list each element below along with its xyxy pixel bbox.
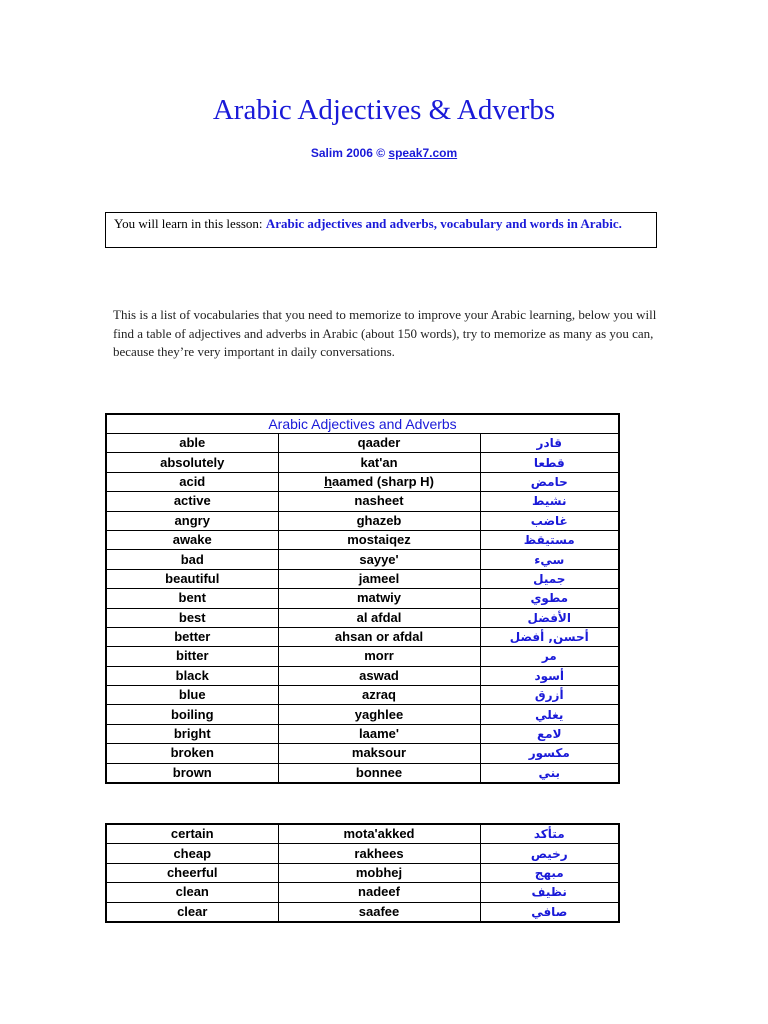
arabic-word: أحسن, أفضل xyxy=(480,627,619,646)
table-row xyxy=(106,472,619,491)
table-row xyxy=(106,844,619,863)
transliteration: aswad xyxy=(278,666,480,685)
table-row xyxy=(106,453,619,472)
english-word: clean xyxy=(106,883,278,902)
arabic-word: لامع xyxy=(480,724,619,743)
table-row xyxy=(106,550,619,569)
arabic-word: نشيط xyxy=(480,492,619,511)
arabic-word: قادر xyxy=(480,434,619,453)
english-word: cheerful xyxy=(106,863,278,882)
english-word: bright xyxy=(106,724,278,743)
transliteration: saafee xyxy=(278,902,480,922)
arabic-word: مطوي xyxy=(480,589,619,608)
byline xyxy=(0,146,768,160)
transliteration: matwiy xyxy=(278,589,480,608)
intro-paragraph: This is a list of vocabularies that you need to memorize to improve your Arabic learning, below you will find a table of adjectives and adverbs in Arabic (about 150 words), try to memorize as many as you can, because they’re very important in daily conversations. xyxy=(113,307,657,359)
english-word: bent xyxy=(106,589,278,608)
arabic-word: أزرق xyxy=(480,686,619,705)
table-row xyxy=(106,492,619,511)
transliteration: mobhej xyxy=(278,863,480,882)
english-word: angry xyxy=(106,511,278,530)
english-word: bitter xyxy=(106,647,278,666)
table-row xyxy=(106,627,619,646)
table-row xyxy=(106,763,619,783)
table-row xyxy=(106,686,619,705)
transliteration: kat'an xyxy=(278,453,480,472)
table-row xyxy=(106,511,619,530)
transliteration-mark: h xyxy=(324,473,333,489)
vocab-table-1 xyxy=(105,413,620,784)
table-row xyxy=(106,666,619,685)
transliteration: yaghlee xyxy=(278,705,480,724)
vocab-table-2 xyxy=(105,823,620,923)
transliteration-rest: aamed (sharp H) xyxy=(332,473,434,489)
transliteration: al afdal xyxy=(278,608,480,627)
arabic-word: الأفضل xyxy=(480,608,619,627)
transliteration: azraq xyxy=(278,686,480,705)
transliteration: rakhees xyxy=(278,844,480,863)
transliteration: mota'akked xyxy=(278,824,480,844)
arabic-word: مر xyxy=(480,647,619,666)
arabic-word: غاضب xyxy=(480,511,619,530)
english-word: boiling xyxy=(106,705,278,724)
lesson-topic: Arabic adjectives and adverbs, vocabulary and words in Arabic. xyxy=(265,216,622,231)
arabic-word: سيء xyxy=(480,550,619,569)
transliteration xyxy=(278,472,480,491)
english-word: absolutely xyxy=(106,453,278,472)
arabic-word: قطعا xyxy=(480,453,619,472)
table-row xyxy=(106,705,619,724)
arabic-word: مستيقظ xyxy=(480,530,619,549)
table-row xyxy=(106,824,619,844)
transliteration: morr xyxy=(278,647,480,666)
byline-link[interactable]: speak7.com xyxy=(388,146,458,160)
table-row xyxy=(106,589,619,608)
transliteration: qaader xyxy=(278,434,480,453)
lesson-summary-box xyxy=(105,212,657,248)
english-word: clear xyxy=(106,902,278,922)
table-row xyxy=(106,724,619,743)
english-word: awake xyxy=(106,530,278,549)
english-word: black xyxy=(106,666,278,685)
english-word: better xyxy=(106,627,278,646)
table-row xyxy=(106,883,619,902)
english-word: broken xyxy=(106,744,278,763)
byline-author: Salim 2006 © xyxy=(310,146,389,160)
transliteration: sayye' xyxy=(278,550,480,569)
arabic-word: صافي xyxy=(480,902,619,922)
transliteration: maksour xyxy=(278,744,480,763)
english-word: bad xyxy=(106,550,278,569)
arabic-word: بني xyxy=(480,763,619,783)
table-header: Arabic Adjectives and Adverbs xyxy=(106,414,619,434)
arabic-word: يغلي xyxy=(480,705,619,724)
english-word: acid xyxy=(106,472,278,491)
arabic-word: رخيص xyxy=(480,844,619,863)
english-word: able xyxy=(106,434,278,453)
arabic-word: مكسور xyxy=(480,744,619,763)
table-row xyxy=(106,569,619,588)
transliteration: ghazeb xyxy=(278,511,480,530)
arabic-word: جميل xyxy=(480,569,619,588)
page-title: Arabic Adjectives & Adverbs xyxy=(212,94,556,126)
arabic-word: نظيف xyxy=(480,883,619,902)
table-row xyxy=(106,744,619,763)
arabic-word: مبهج xyxy=(480,863,619,882)
table-row xyxy=(106,434,619,453)
table-row xyxy=(106,530,619,549)
english-word: active xyxy=(106,492,278,511)
english-word: brown xyxy=(106,763,278,783)
transliteration: bonnee xyxy=(278,763,480,783)
english-word: beautiful xyxy=(106,569,278,588)
english-word: best xyxy=(106,608,278,627)
table-row xyxy=(106,863,619,882)
english-word: certain xyxy=(106,824,278,844)
table-row xyxy=(106,647,619,666)
arabic-word: متأكد xyxy=(480,824,619,844)
arabic-word: أسود xyxy=(480,666,619,685)
lesson-prefix: You will learn in this lesson: xyxy=(114,216,266,231)
table-row xyxy=(106,608,619,627)
table-row xyxy=(106,902,619,922)
transliteration: nadeef xyxy=(278,883,480,902)
english-word: cheap xyxy=(106,844,278,863)
transliteration: mostaiqez xyxy=(278,530,480,549)
transliteration: laame' xyxy=(278,724,480,743)
transliteration: jameel xyxy=(278,569,480,588)
transliteration: nasheet xyxy=(278,492,480,511)
english-word: blue xyxy=(106,686,278,705)
transliteration: ahsan or afdal xyxy=(278,627,480,646)
arabic-word: حامض xyxy=(480,472,619,491)
